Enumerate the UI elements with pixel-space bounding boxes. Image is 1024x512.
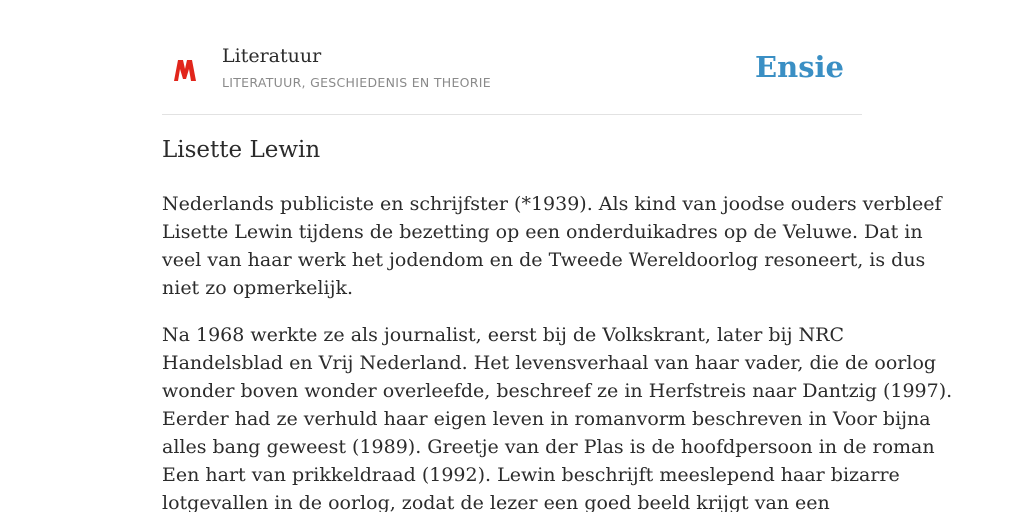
paragraph-line: alles bang geweest (1989). Greetje van der Plas is de hoofdpersoon in de roman [162, 436, 935, 458]
paragraph-line: veel van haar werk het jodendom en de Tweede Wereldoorlog resoneert, is dus [162, 249, 926, 271]
category-title[interactable]: Literatuur [222, 45, 322, 67]
article-body [162, 190, 953, 512]
paragraph-line: Na 1968 werkte ze als journalist, eerst bij de Volkskrant, later bij NRC [162, 324, 845, 346]
paragraph-line: Handelsblad en Vrij Nederland. Het levensverhaal van haar vader, die de oorlog [162, 352, 937, 374]
article-title: Lisette Lewin [162, 137, 321, 163]
ensie-logo[interactable]: Ensie [755, 50, 844, 84]
paragraph-line: Een hart van prikkeldraad (1992). Lewin beschrijft meeslepend haar bizarre [162, 464, 900, 486]
paragraph-line: wonder boven wonder overleefde, beschreef ze in Herfstreis naar Dantzig (1997). [162, 380, 953, 402]
paragraph-line: niet zo opmerkelijk. [162, 277, 354, 299]
paragraph-2 [162, 321, 953, 512]
paragraph-1 [162, 190, 942, 302]
paragraph-line: Lisette Lewin tijdens de bezetting op een onderduikadres op de Veluwe. Dat in [162, 221, 923, 243]
m-logo-icon[interactable] [172, 57, 198, 83]
paragraph-line: lotgevallen in de oorlog, zodat de lezer een goed beeld krijgt van een [162, 492, 830, 512]
header [162, 0, 862, 115]
paragraph-line: Eerder had ze verhuld haar eigen leven in romanvorm beschreven in Voor bijna [162, 408, 931, 430]
category-subtitle: LITERATUUR, GESCHIEDENIS EN THEORIE [222, 75, 491, 90]
paragraph-line: Nederlands publiciste en schrijfster (*1939). Als kind van joodse ouders verbleef [162, 193, 942, 215]
